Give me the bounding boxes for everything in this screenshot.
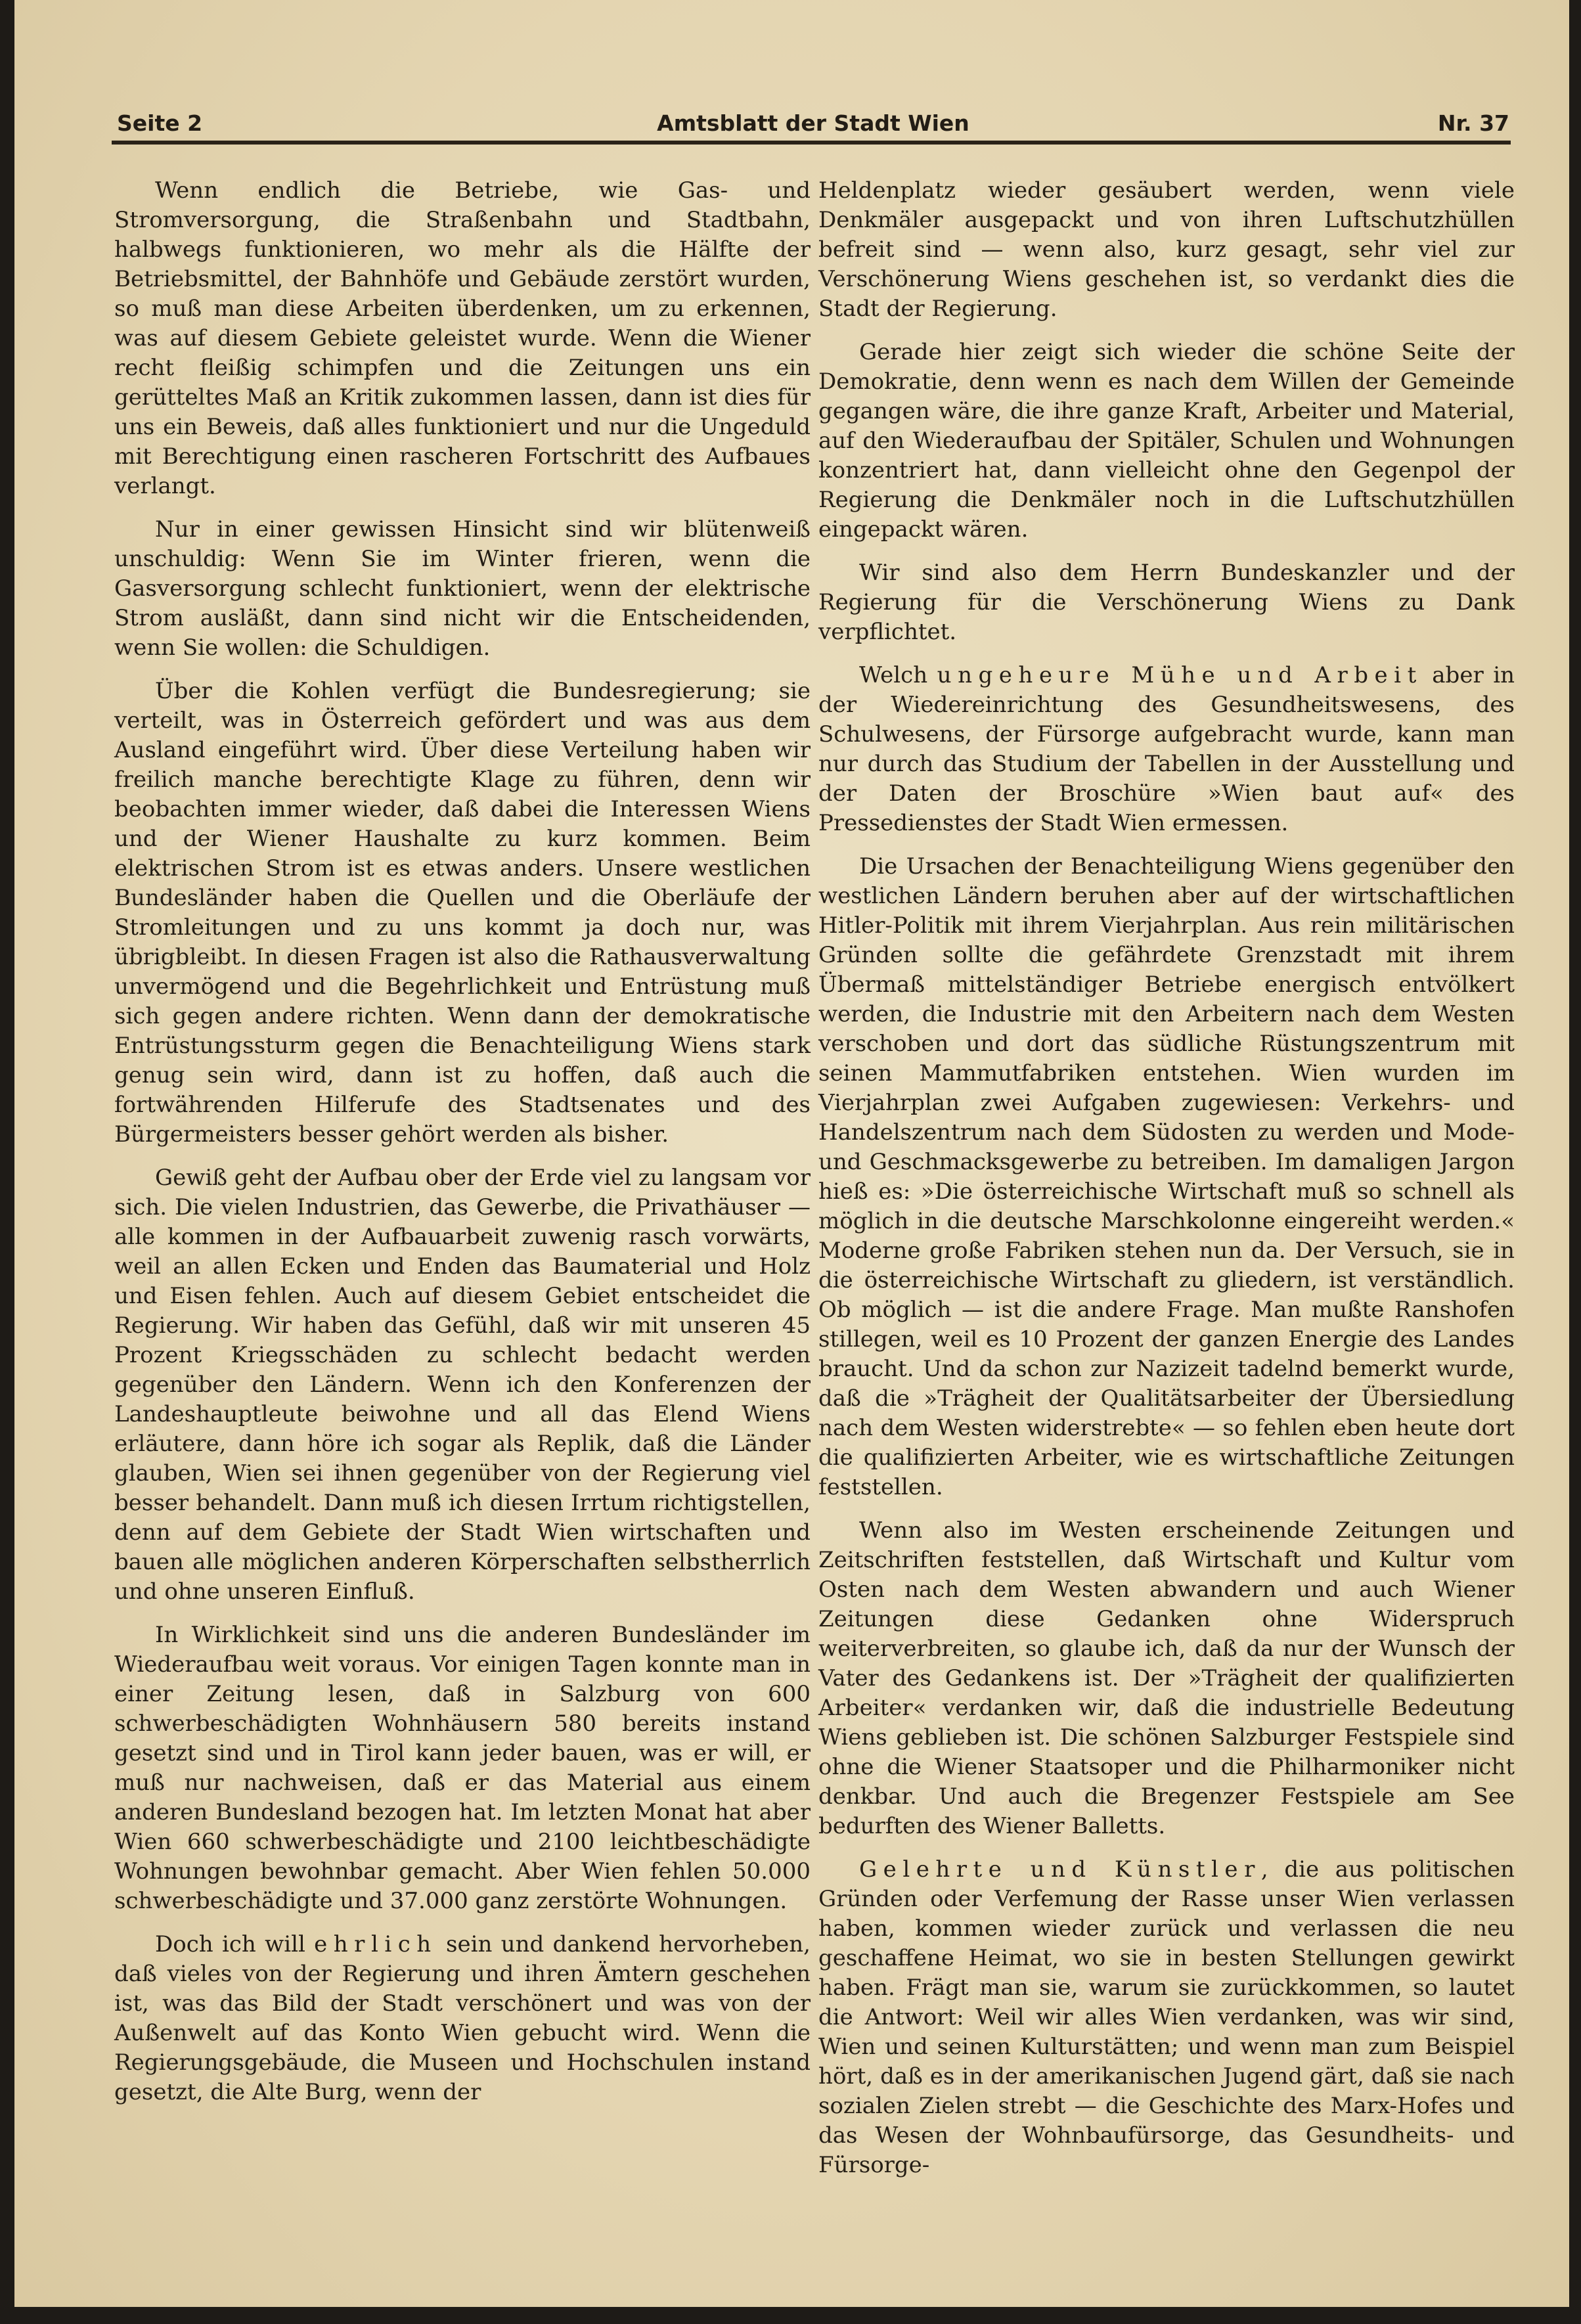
scan-border-left <box>0 0 14 2324</box>
paragraph: Doch ich will ehrlich sein und dankend hervorheben, daß vieles von der Regierung und ihren Ämtern geschehen ist, was das Bild der Stadt verschönert und was von der Außenwelt auf das Konto Wien gebucht wird. Wenn die Regierungsgebäude, die Museen und Hochschulen instand gesetzt, die Alte Burg, wenn der <box>114 1931 811 2105</box>
right-column <box>818 176 1515 2278</box>
scan-border-right <box>1569 0 1581 2324</box>
page-header <box>117 104 1509 141</box>
paragraph: In Wirklichkeit sind uns die anderen Bundesländer im Wiederaufbau weit voraus. Vor einigen Tagen konnte man in einer Zeitung lesen, daß in Salzburg von 600 schwerbeschädigten Wohnhäusern 580 bereits instand gesetzt sind und in Tirol kann jeder bauen, was er will, er muß nur nachweisen, daß er das Material aus einem anderen Bundesland bezogen hat. Im letzten Monat hat aber Wien 660 schwerbeschädigte und 2100 leichtbeschädigte Wohnungen bewohnbar gemacht. Aber Wien fehlen 50.000 schwerbeschädigte und 37.000 ganz zerstörte Wohnungen. <box>114 1622 811 1914</box>
header-rule <box>112 141 1511 145</box>
paragraph: Wenn endlich die Betriebe, wie Gas- und Stromversorgung, die Straßenbahn und Stadtbahn, halbwegs funktionieren, wo mehr als die Hälfte der Betriebsmittel, der Bahnhöfe und Gebäude zerstört wurden, so muß man diese Arbeiten überdenken, um zu erkennen, was auf diesem Gebiete geleistet wurde. Wenn die Wiener recht fleißig schimpfen und die Zeitungen uns ein gerütteltes Maß an Kritik zukommen lassen, dann ist dies für uns ein Beweis, daß alles funktioniert und nur die Ungeduld mit Berechtigung einen rascheren Fortschritt des Aufbaues verlangt. <box>114 177 811 499</box>
paragraph: Gelehrte und Künstler, die aus politischen Gründen oder Verfemung der Rasse unser Wien verlassen haben, kommen wieder zurück und verlassen die neu geschaffene Heimat, wo sie in besten Stellungen gewirkt haben. Frägt man sie, warum sie zurückkommen, so lautet die Antwort: Weil wir alles Wien verdanken, was wir sind, Wien und seinen Kulturstätten; und wenn man zum Beispiel hört, daß es in der amerikanischen Jugend gärt, daß sie nach sozialen Zielen strebt — die Geschichte des Marx-Hofes und das Wesen der Wohnbaufürsorge, das Gesundheits- und Fürsorge- <box>818 1856 1515 2178</box>
paragraph: Die Ursachen der Benachteiligung Wiens gegenüber den westlichen Ländern beruhen aber auf der wirtschaftlichen Hitler-Politik mit ihrem Vierjahrplan. Aus rein militärischen Gründen sollte die gefährdete Grenzstadt mit ihrem Übermaß mittelständiger Betriebe energisch entvölkert werden, die Industrie mit den Arbeitern nach dem Westen verschoben und dort das südliche Rüstungszentrum mit seinen Mammutfabriken entstehen. Wien wurden im Vierjahrplan zwei Aufgaben zugewiesen: Verkehrs- und Handelszentrum nach dem Südosten zu werden und Mode- und Geschmacksgewerbe zu betreiben. Im damaligen Jargon hieß es: »Die österreichische Wirtschaft muß so schnell als möglich in die deutsche Marschkolonne eingereiht werden.« Moderne große Fabriken stehen nun da. Der Versuch, sie in die österreichische Wirtschaft zu gliedern, ist verständlich. Ob möglich — ist die andere Frage. Man mußte Ranshofen stillegen, weil es 10 Prozent der ganzen Energie des Landes braucht. Und da schon zur Nazizeit tadelnd bemerkt wurde, daß die »Trägheit der Qualitätsarbeiter der Übersiedlung nach dem Westen widerstrebte« — so fehlen eben heute dort die qualifizierten Arbeiter, wie es wirtschaftliche Zeitungen feststellen. <box>818 853 1515 1500</box>
paragraph: Wir sind also dem Herrn Bundeskanzler und der Regierung für die Verschönerung Wiens zu Dank verpflichtet. <box>818 560 1515 645</box>
publication-title: Amtsblatt der Stadt Wien <box>657 110 969 136</box>
spaced-emphasis: ungeheure Mühe und Arbeit <box>937 662 1423 688</box>
paragraph: Über die Kohlen verfügt die Bundesregierung; sie verteilt, was in Österreich gefördert und was aus dem Ausland eingeführt wird. Über diese Verteilung haben wir freilich manche berechtigte Klage zu führen, denn wir beobachten immer wieder, daß dabei die Interessen Wiens und der Wiener Haushalte zu kurz kommen. Beim elektrischen Strom ist es etwas anders. Unsere westlichen Bundesländer haben die Quellen und die Oberläufe der Stromleitungen und zu uns kommt ja doch nur, was übrigbleibt. In diesen Fragen ist also die Rathausverwaltung unvermögend und die Begehrlichkeit und Entrüstung muß sich gegen andere richten. Wenn dann der demokratische Entrüstungssturm gegen die Benachteiligung Wiens stark genug sein wird, dann ist zu hoffen, daß auch die fortwährenden Hilferufe des Stadtsenates und des Bürgermeisters besser gehört werden als bisher. <box>114 678 811 1148</box>
issue-number: Nr. 37 <box>1437 110 1509 136</box>
paragraph: Heldenplatz wieder gesäubert werden, wenn viele Denkmäler ausgepackt und von ihren Luftschutzhüllen befreit sind — wenn also, kurz gesagt, sehr viel zur Verschönerung Wiens geschehen ist, so verdankt dies die Stadt der Regierung. <box>818 177 1515 322</box>
spaced-emphasis: Gelehrte und Künstler <box>859 1856 1261 1883</box>
paragraph: Wenn also im Westen erscheinende Zeitungen und Zeitschriften feststellen, daß Wirtschaft und Kultur vom Osten nach dem Westen abwandern und auch Wiener Zeitungen diese Gedanken ohne Widerspruch weiterverbreiten, so glaube ich, daß da nur der Wunsch der Vater des Gedankens ist. Der »Trägheit der qualifizierten Arbeiter« verdanken wir, daß die industrielle Bedeutung Wiens geblieben ist. Die schönen Salzburger Festspiele sind ohne die Wiener Staatsoper und die Philharmoniker nicht denkbar. Und auch die Bregenzer Festspiele am See bedurften des Wiener Balletts. <box>818 1517 1515 1839</box>
spaced-emphasis: ehrlich <box>314 1931 437 1957</box>
paragraph: Nur in einer gewissen Hinsicht sind wir blütenweiß unschuldig: Wenn Sie im Winter frieren, wenn die Gasversorgung schlecht funktioniert, wenn der elektrische Strom ausläßt, dann sind nicht wir die Entscheidenden, wenn Sie wollen: die Schuldigen. <box>114 516 811 661</box>
left-column <box>114 176 811 2278</box>
paragraph: Gewiß geht der Aufbau ober der Erde viel zu langsam vor sich. Die vielen Industrien, das Gewerbe, die Privathäuser — alle kommen in der Aufbauarbeit zuwenig rasch vorwärts, weil an allen Ecken und Enden das Baumaterial und Holz und Eisen fehlen. Auch auf diesem Gebiet entscheidet die Regierung. Wir haben das Gefühl, daß wir mit unseren 45 Prozent Kriegsschäden zu schlecht bedacht werden gegenüber den Ländern. Wenn ich den Konferenzen der Landeshauptleute beiwohne und all das Elend Wiens erläutere, dann höre ich sogar als Replik, daß die Länder glauben, Wien sei ihnen gegenüber von der Regierung viel besser behandelt. Dann muß ich diesen Irrtum richtigstellen, denn auf dem Gebiete der Stadt Wien wirtschaften und bauen alle möglichen anderen Körperschaften selbstherrlich und ohne unseren Einfluß. <box>114 1165 811 1605</box>
page-number: Seite 2 <box>117 110 203 136</box>
scan-border-bottom <box>0 2307 1581 2324</box>
paragraph: Gerade hier zeigt sich wieder die schöne Seite der Demokratie, denn wenn es nach dem Willen der Gemeinde gegangen wäre, die ihre ganze Kraft, Arbeiter und Material, auf den Wiederaufbau der Spitäler, Schulen und Wohnungen konzentriert hat, dann vielleicht ohne den Gegenpol der Regierung die Denkmäler noch in die Luftschutzhüllen eingepackt wären. <box>818 339 1515 543</box>
paragraph: Welch ungeheure Mühe und Arbeit aber in der Wiedereinrichtung des Gesundheitswesens, des Schulwesens, der Fürsorge aufgebracht wurde, kann man nur durch das Studium der Tabellen in der Ausstellung und der Daten der Broschüre »Wien baut auf« des Pressedienstes der Stadt Wien ermessen. <box>818 662 1515 836</box>
